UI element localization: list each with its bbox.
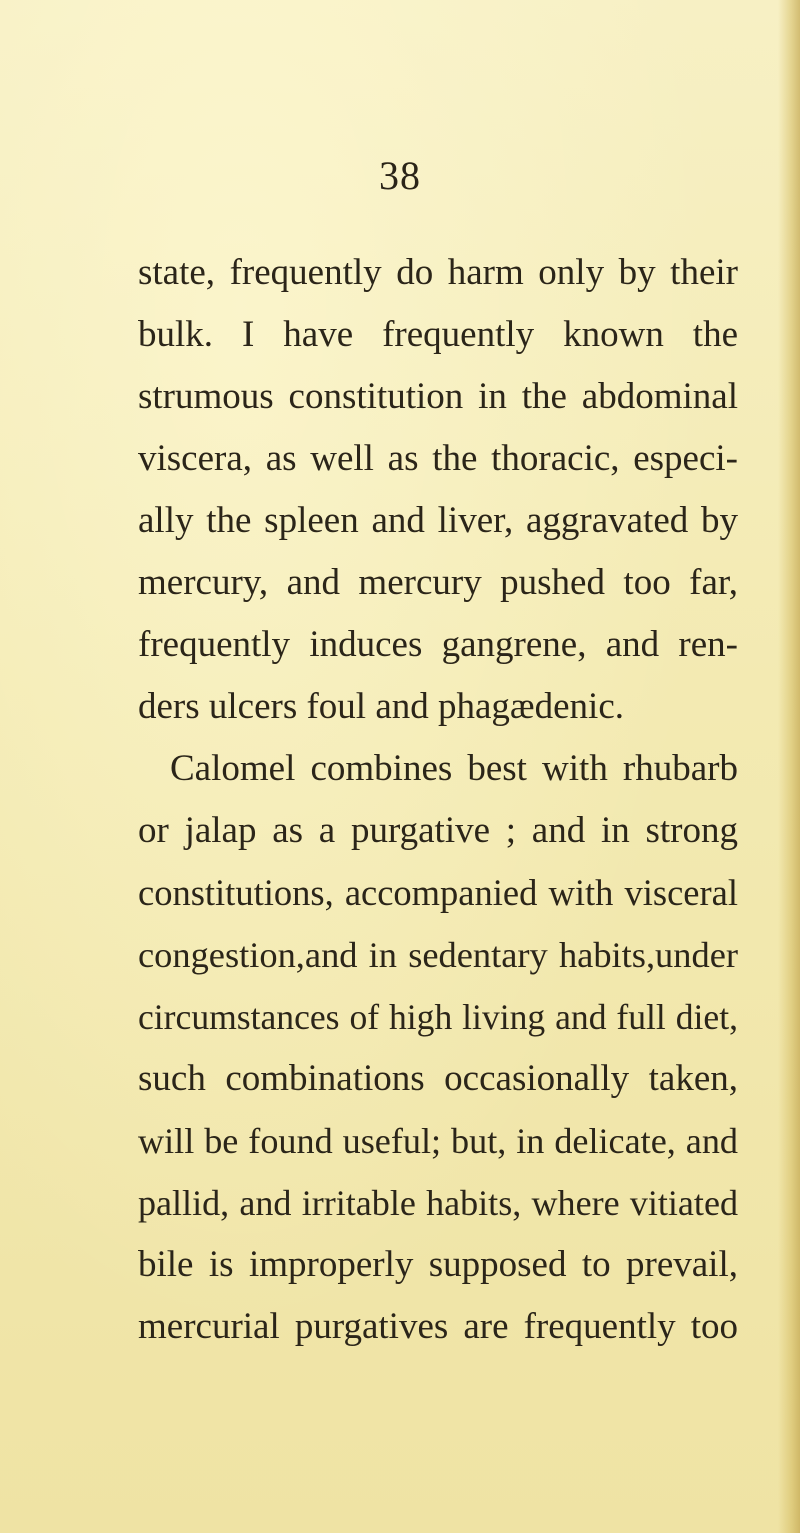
text-line: mercury, and mercury pushed too far, xyxy=(138,562,738,603)
text-line: mercurial purgatives are frequently too xyxy=(138,1306,738,1347)
text-line: pallid, and irritable habits, where vitiated xyxy=(138,1183,738,1223)
page-number: 38 xyxy=(379,153,421,198)
text-line: bile is improperly supposed to prevail, xyxy=(138,1244,738,1285)
page-edge-shadow xyxy=(778,0,800,1533)
text-line: or jalap as a purgative ; and in strong xyxy=(138,810,738,851)
text-line: circumstances of high living and full diet, xyxy=(138,997,738,1037)
text-line: ders ulcers foul and phagædenic. xyxy=(138,686,624,727)
text-line: constitutions, accompanied with visceral xyxy=(138,872,738,913)
text-line: Calomel combines best with rhubarb xyxy=(170,748,738,789)
text-line: state, frequently do harm only by their xyxy=(138,252,738,293)
text-line: viscera, as well as the thoracic, especi- xyxy=(138,438,738,479)
text-line: strumous constitution in the abdominal xyxy=(138,376,738,417)
text-line: frequently induces gangrene, and ren- xyxy=(138,624,738,665)
text-line: such combinations occasionally taken, xyxy=(138,1058,738,1099)
text-line: congestion,and in sedentary habits,under xyxy=(138,935,738,975)
body-text xyxy=(138,242,738,1358)
text-line: bulk. I have frequently known the xyxy=(138,314,738,355)
text-line: will be found useful; but, in delicate, and xyxy=(138,1121,738,1161)
text-line: ally the spleen and liver, aggravated by xyxy=(138,500,738,541)
